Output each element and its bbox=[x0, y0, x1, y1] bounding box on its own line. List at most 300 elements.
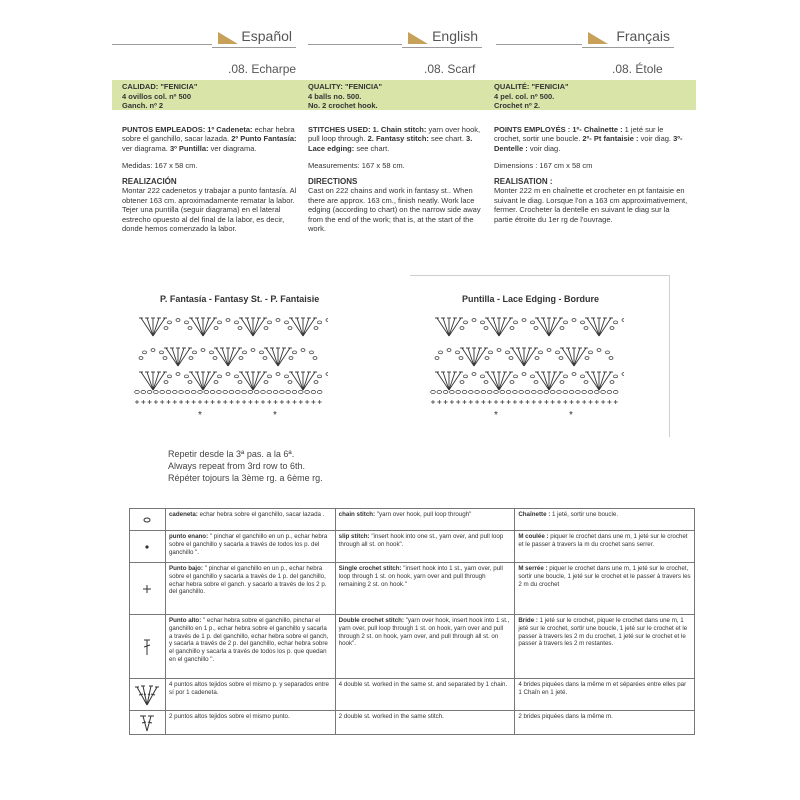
fantasy-stitch-diagram bbox=[128, 308, 328, 420]
single-crochet-mark bbox=[513, 400, 517, 404]
chain-mark bbox=[588, 390, 593, 393]
double-crochet-mark bbox=[216, 348, 228, 366]
double-crochet-symbol bbox=[130, 615, 166, 679]
chain-mark bbox=[238, 381, 242, 384]
chain-mark bbox=[480, 321, 484, 324]
chain-mark bbox=[314, 327, 318, 330]
chain-mark bbox=[472, 319, 476, 322]
double-crochet-mark bbox=[241, 318, 253, 336]
legend-fr bbox=[515, 509, 695, 531]
chain-mark bbox=[135, 390, 140, 393]
chain-mark bbox=[248, 390, 253, 393]
legend-term: M serrée : bbox=[518, 565, 548, 572]
single-crochet-mark bbox=[217, 400, 221, 404]
double-crochet-mark bbox=[587, 372, 599, 390]
measurements: Dimensions : 167 cm x 58 cm bbox=[494, 161, 593, 170]
single-crochet-mark bbox=[305, 400, 309, 404]
chain-mark bbox=[234, 375, 238, 378]
chain-mark bbox=[288, 381, 292, 384]
chain-mark bbox=[292, 390, 297, 393]
column-english bbox=[308, 82, 484, 240]
chain-mark bbox=[510, 327, 514, 330]
chain-mark bbox=[154, 390, 159, 393]
double-crochet-mark bbox=[297, 318, 303, 336]
double-crochet-mark bbox=[153, 318, 165, 336]
measurements: Measurements: 167 x 58 cm. bbox=[308, 161, 405, 170]
fantasy-diagram-title: P. Fantasía - Fantasy St. - P. Fantaisie bbox=[160, 294, 320, 304]
double-crochet-mark bbox=[153, 372, 159, 390]
double-crochet-mark bbox=[587, 318, 599, 336]
repeat-instructions bbox=[168, 448, 323, 484]
legend-es bbox=[165, 615, 335, 679]
chain-mark bbox=[514, 375, 518, 378]
double-crochet-mark bbox=[278, 348, 290, 366]
double-crochet-mark bbox=[593, 372, 599, 390]
single-crochet-mark bbox=[154, 400, 158, 404]
single-crochet-mark bbox=[198, 400, 202, 404]
single-crochet-mark bbox=[563, 400, 567, 404]
single-crochet-mark bbox=[589, 400, 593, 404]
double-crochet-mark bbox=[443, 372, 449, 390]
double-crochet-mark bbox=[574, 348, 580, 366]
double-crochet-mark bbox=[449, 318, 461, 336]
chain-mark bbox=[259, 351, 263, 354]
chain-mark bbox=[176, 319, 180, 322]
chain-mark bbox=[151, 349, 155, 352]
chain-mark bbox=[166, 390, 171, 393]
double-crochet-mark bbox=[462, 348, 474, 366]
legend-en bbox=[335, 531, 515, 563]
chain-mark bbox=[564, 321, 568, 324]
single-crochet-mark bbox=[614, 400, 618, 404]
legend-term: punto enano: bbox=[168, 533, 209, 540]
chain-mark bbox=[439, 351, 443, 354]
double-crochet-mark bbox=[543, 372, 549, 390]
chain-mark bbox=[487, 390, 492, 393]
legend-term: M coulée : bbox=[518, 533, 549, 540]
chain-mark bbox=[560, 381, 564, 384]
chain-mark bbox=[184, 321, 188, 324]
chain-mark bbox=[164, 327, 168, 330]
double-crochet-mark bbox=[303, 318, 315, 336]
single-crochet-mark bbox=[267, 400, 271, 404]
double-crochet-mark bbox=[272, 348, 278, 366]
chain-mark bbox=[179, 390, 184, 393]
legend-description: piquer le crochet dans une m, 1 jeté sur le crochet, sortir une boucle, 1 jeté sur le crochet et le passer à travers les 2 m du crochet bbox=[518, 565, 691, 588]
double-crochet-mark bbox=[549, 318, 561, 336]
double-crochet-mark bbox=[549, 372, 555, 390]
chain-mark bbox=[584, 327, 588, 330]
double-crochet-mark bbox=[178, 348, 184, 366]
chain-mark bbox=[267, 390, 272, 393]
chain-mark bbox=[605, 351, 609, 354]
legend-fr bbox=[515, 531, 695, 563]
double-crochet-mark bbox=[141, 318, 153, 336]
chain-mark bbox=[597, 349, 601, 352]
chain-mark bbox=[505, 351, 509, 354]
legend-es bbox=[165, 509, 335, 531]
double-crochet-mark bbox=[568, 348, 574, 366]
chain-mark bbox=[243, 351, 247, 354]
chain-mark bbox=[601, 390, 606, 393]
chain-mark bbox=[613, 390, 618, 393]
chain-mark bbox=[276, 373, 280, 376]
chain-mark bbox=[226, 373, 230, 376]
chain-mark bbox=[286, 390, 291, 393]
double-crochet-mark bbox=[203, 372, 215, 390]
double-crochet-mark bbox=[443, 318, 449, 336]
chain-mark bbox=[326, 373, 328, 376]
chain-mark bbox=[168, 375, 172, 378]
chain-mark bbox=[318, 375, 322, 378]
chain-mark bbox=[534, 327, 538, 330]
chain-mark bbox=[251, 349, 255, 352]
header-espanol bbox=[212, 24, 296, 48]
double-crochet-mark bbox=[593, 318, 599, 336]
double-crochet-mark bbox=[524, 348, 536, 366]
chain-mark bbox=[435, 357, 439, 360]
chain-mark bbox=[289, 357, 293, 360]
chain-mark bbox=[293, 351, 297, 354]
chain-mark bbox=[313, 357, 317, 360]
chain-mark bbox=[209, 351, 213, 354]
chain-mark bbox=[143, 351, 147, 354]
single-crochet-mark bbox=[488, 400, 492, 404]
single-crochet-mark bbox=[299, 400, 303, 404]
legend-row bbox=[130, 711, 695, 735]
directions-title: DIRECTIONS bbox=[308, 176, 358, 186]
single-crochet-mark bbox=[192, 400, 196, 404]
double-crochet-mark bbox=[297, 372, 303, 390]
single-crochet-mark bbox=[576, 400, 580, 404]
single-crochet-mark bbox=[469, 400, 473, 404]
header-francais bbox=[582, 24, 674, 48]
triangle-icon bbox=[588, 32, 608, 44]
chain-mark bbox=[534, 381, 538, 384]
legend-description: "insert hook into 1 st., yarn over, pull loop through 1 st. on hook, yarn over and pull through remaining 2 st. on hook." bbox=[338, 565, 503, 588]
quality: QUALITÉ: "FENICIA" bbox=[494, 82, 569, 91]
chain-mark bbox=[147, 390, 152, 393]
legend-row bbox=[130, 531, 695, 563]
chain-mark bbox=[497, 349, 501, 352]
two-doubles-symbol bbox=[130, 711, 166, 735]
single-crochet-mark bbox=[167, 400, 171, 404]
double-crochet-mark bbox=[524, 348, 530, 366]
chain-mark bbox=[460, 381, 464, 384]
chain-mark bbox=[264, 327, 268, 330]
chain-mark bbox=[163, 357, 167, 360]
chain-mark bbox=[576, 390, 581, 393]
double-crochet-mark bbox=[487, 372, 499, 390]
double-crochet-mark bbox=[153, 318, 159, 336]
language-name: Français bbox=[616, 28, 670, 44]
single-crochet-mark bbox=[160, 400, 164, 404]
chain-mark bbox=[189, 357, 193, 360]
chain-mark bbox=[173, 390, 178, 393]
chain-mark bbox=[242, 390, 247, 393]
chain-mark bbox=[464, 375, 468, 378]
single-crochet-mark bbox=[607, 400, 611, 404]
header-rule bbox=[308, 44, 402, 45]
chain-symbol bbox=[130, 509, 166, 531]
double-crochet-mark bbox=[599, 318, 611, 336]
legend-term: Single crochet stitch: bbox=[338, 565, 402, 572]
legend-description: 4 brides piquées dans la même m et séparées entre elles par 1 Chaîn en 1 jeté. bbox=[518, 681, 687, 696]
legend-row bbox=[130, 563, 695, 615]
chain-mark bbox=[510, 381, 514, 384]
single-crochet-mark bbox=[211, 400, 215, 404]
legend-en bbox=[335, 679, 515, 711]
legend-description: " echar hebra sobre el ganchillo, pinchar el ganchillo en 1 p., echar hebra sobre el ganchillo y sacarla a través de 1 p. del ganchillo, echar hebra sobre el ganch, y sacarla a través de 2 p. del ganchillo, echar hebra sobre el ganchillo y sacarla a través de todos los p. que quedan en el ganchillo ". bbox=[168, 617, 329, 663]
single-crochet-mark bbox=[551, 400, 555, 404]
single-crochet-mark bbox=[135, 400, 139, 404]
chain-mark bbox=[160, 390, 165, 393]
double-crochet-mark bbox=[166, 348, 178, 366]
hook: Crochet nº 2. bbox=[494, 101, 541, 110]
single-crochet-mark bbox=[173, 400, 177, 404]
double-crochet-mark bbox=[247, 372, 253, 390]
stitches-used: STITCHES USED: 1. Chain stitch: yarn over hook, pull loop through. 2. Fantasy stitch: see chart. 3. Lace edging: see chart. bbox=[308, 124, 481, 153]
chain-mark bbox=[188, 381, 192, 384]
chain-mark bbox=[595, 390, 600, 393]
legend-term: Bride : bbox=[518, 617, 538, 624]
chain-mark bbox=[589, 351, 593, 354]
single-crochet-mark bbox=[519, 400, 523, 404]
lace-edging-diagram bbox=[424, 308, 624, 420]
chain-mark bbox=[614, 375, 618, 378]
column-french bbox=[494, 82, 690, 230]
chain-mark bbox=[580, 321, 584, 324]
double-crochet-mark bbox=[537, 372, 549, 390]
single-crochet-mark bbox=[500, 400, 504, 404]
single-crochet-mark bbox=[223, 400, 227, 404]
chain-mark bbox=[519, 390, 524, 393]
chain-mark bbox=[218, 321, 222, 324]
single-crochet-mark bbox=[185, 400, 189, 404]
legend-term: slip stitch: bbox=[338, 533, 370, 540]
double-crochet-mark bbox=[253, 318, 259, 336]
legend-description: 2 double st. worked in the same stitch. bbox=[338, 713, 444, 720]
chain-mark bbox=[326, 319, 328, 322]
double-crochet-mark bbox=[493, 318, 499, 336]
single-crochet-mark bbox=[450, 400, 454, 404]
column-spanish bbox=[122, 82, 298, 240]
double-crochet-mark bbox=[493, 372, 499, 390]
chain-mark bbox=[622, 319, 624, 322]
chain-mark bbox=[214, 327, 218, 330]
double-crochet-mark bbox=[537, 318, 549, 336]
chain-mark bbox=[555, 351, 559, 354]
legend-row bbox=[130, 615, 695, 679]
chain-mark bbox=[509, 357, 513, 360]
legend-description: "insert hook into one st., yarn over, and pull loop through all st. on hook". bbox=[338, 533, 504, 548]
single-crochet-mark bbox=[293, 400, 297, 404]
chain-mark bbox=[480, 375, 484, 378]
chain-mark bbox=[460, 327, 464, 330]
repeat-en: Always repeat from 3rd row to 6th. bbox=[168, 461, 306, 471]
chain-mark bbox=[475, 390, 480, 393]
double-crochet-mark bbox=[291, 372, 303, 390]
single-crochet-mark bbox=[248, 400, 252, 404]
chain-mark bbox=[261, 390, 266, 393]
single-crochet-mark bbox=[431, 400, 435, 404]
double-crochet-mark bbox=[191, 372, 203, 390]
balls: 4 pel. col. nº 500. bbox=[494, 91, 555, 101]
legend-description: 4 puntos altos tejidos sobre el mismo p. y separados entre sí por 1 cadeneta. bbox=[168, 681, 329, 696]
double-crochet-mark bbox=[303, 372, 309, 390]
chain-mark bbox=[443, 390, 448, 393]
legend-description: " pinchar el ganchillo en un p., echar hebra sobre el ganchillo y sacarla a través de todos los p. del ganchillo ". bbox=[168, 533, 328, 556]
chain-mark bbox=[610, 381, 614, 384]
chain-mark bbox=[563, 390, 568, 393]
double-crochet-mark bbox=[543, 318, 549, 336]
chain-mark bbox=[469, 390, 474, 393]
legend-es bbox=[165, 679, 335, 711]
legend-term: Punto alto: bbox=[168, 617, 202, 624]
single-crochet-mark bbox=[230, 400, 234, 404]
header-english bbox=[402, 24, 482, 48]
balls: 4 ovillos col. nº 500 bbox=[122, 91, 192, 101]
chain-mark bbox=[317, 390, 322, 393]
double-crochet-mark bbox=[191, 318, 203, 336]
double-crochet-mark bbox=[437, 372, 449, 390]
single-crochet-mark bbox=[280, 400, 284, 404]
legend-term: Punto bajo: bbox=[168, 565, 203, 572]
double-crochet-mark bbox=[228, 348, 240, 366]
single-crochet-mark bbox=[141, 400, 145, 404]
chain-mark bbox=[539, 351, 543, 354]
chain-mark bbox=[201, 349, 205, 352]
double-crochet-mark bbox=[574, 348, 586, 366]
legend-en bbox=[335, 509, 515, 531]
chain-mark bbox=[532, 390, 537, 393]
directions-title: REALIZACIÓN bbox=[122, 176, 177, 186]
single-crochet-symbol bbox=[130, 563, 166, 615]
chain-mark bbox=[514, 321, 518, 324]
chain-mark bbox=[239, 357, 243, 360]
chain-mark bbox=[217, 390, 222, 393]
single-crochet-mark bbox=[475, 400, 479, 404]
single-crochet-mark bbox=[456, 400, 460, 404]
double-crochet-mark bbox=[499, 318, 511, 336]
double-crochet-mark bbox=[512, 348, 524, 366]
triangle-icon bbox=[218, 32, 238, 44]
chain-mark bbox=[557, 390, 562, 393]
chain-mark bbox=[538, 390, 543, 393]
legend-row bbox=[130, 679, 695, 711]
single-crochet-mark bbox=[286, 400, 290, 404]
chain-mark bbox=[314, 381, 318, 384]
single-crochet-mark bbox=[570, 400, 574, 404]
double-crochet-mark bbox=[178, 348, 190, 366]
single-crochet-mark bbox=[526, 400, 530, 404]
repeat-marker: * bbox=[494, 410, 498, 420]
legend-description: echar hebra sobre el ganchillo, sacar lazada . bbox=[197, 511, 325, 518]
chain-mark bbox=[254, 390, 259, 393]
chain-mark bbox=[238, 327, 242, 330]
chain-mark bbox=[305, 390, 310, 393]
directions-text: Montar 222 cadenetos y trabajar a punto fantasía. Al obtener 163 cm. aproximadamente rematar la labor. Tejer una puntilla (seguir diagrama) en el lateral estrecho opuesto al del final de la labor, es decir, donde hemos comenzado la labor. bbox=[122, 186, 297, 233]
double-crochet-mark bbox=[499, 318, 505, 336]
double-crochet-mark bbox=[599, 318, 605, 336]
single-crochet-mark bbox=[274, 400, 278, 404]
double-crochet-mark bbox=[253, 372, 265, 390]
stitches-used: POINTS EMPLOYÉS : 1º- Chaînette : 1 jeté sur le crochet, sortir une boucle. 2º- Pt fantaisie : voir diag. 3º- Dentelle : voir diag. bbox=[494, 124, 683, 153]
double-crochet-mark bbox=[241, 372, 253, 390]
chain-mark bbox=[547, 349, 551, 352]
quality: CALIDAD: "FENICIA" bbox=[122, 82, 198, 91]
chain-mark bbox=[164, 381, 168, 384]
single-crochet-mark bbox=[494, 400, 498, 404]
double-crochet-mark bbox=[562, 348, 574, 366]
single-crochet-mark bbox=[595, 400, 599, 404]
double-crochet-mark bbox=[499, 372, 511, 390]
single-crochet-mark bbox=[318, 400, 322, 404]
directions-text: Cast on 222 chains and work in fantasy st.. When there are approx. 163 cm., finish neatly. Work lace edging (according to chart) on the narrow side away from the end of the work; that is, at the start of the work. bbox=[308, 186, 481, 233]
single-crochet-mark bbox=[463, 400, 467, 404]
double-crochet-mark bbox=[147, 372, 153, 390]
chain-mark bbox=[564, 375, 568, 378]
header-rule bbox=[112, 44, 212, 45]
chain-mark bbox=[484, 381, 488, 384]
double-crochet-mark bbox=[203, 318, 209, 336]
chain-mark bbox=[481, 390, 486, 393]
chain-mark bbox=[472, 373, 476, 376]
double-crochet-mark bbox=[222, 348, 228, 366]
chain-mark bbox=[218, 375, 222, 378]
chain-mark bbox=[530, 375, 534, 378]
chain-mark bbox=[198, 390, 203, 393]
single-crochet-mark bbox=[242, 400, 246, 404]
chain-mark bbox=[226, 319, 230, 322]
slip-stitch-symbol bbox=[130, 531, 166, 563]
chain-mark bbox=[299, 390, 304, 393]
double-crochet-mark bbox=[474, 348, 486, 366]
four-doubles-symbol bbox=[130, 679, 166, 711]
chain-mark bbox=[464, 321, 468, 324]
chain-mark bbox=[229, 390, 234, 393]
double-crochet-mark bbox=[474, 348, 480, 366]
chain-mark bbox=[311, 390, 316, 393]
chain-mark bbox=[159, 351, 163, 354]
double-crochet-mark bbox=[518, 348, 524, 366]
repeat-marker: * bbox=[569, 410, 573, 420]
chain-mark bbox=[513, 390, 518, 393]
repeat-es: Repetir desde la 3ª pas. a la 6ª. bbox=[168, 449, 295, 459]
double-crochet-mark bbox=[599, 372, 605, 390]
legend-en bbox=[335, 615, 515, 679]
single-crochet-mark bbox=[179, 400, 183, 404]
single-crochet-mark bbox=[444, 400, 448, 404]
legend-description: 2 puntos altos tejidos sobre el mismo punto. bbox=[168, 713, 290, 720]
chain-mark bbox=[268, 375, 272, 378]
chain-mark bbox=[276, 319, 280, 322]
directions-text: Monter 222 m en chaînette et crocheter en pt fantaisie en suivant le diag. Lorsque l'on a 163 cm approximativement, fermer. Crocheter la dentelle en suivant le diag sur la partie étroite du 1er rg de l'ouvrage. bbox=[494, 186, 688, 224]
chain-mark bbox=[450, 390, 455, 393]
legend-term: cadeneta: bbox=[168, 511, 198, 518]
chain-mark bbox=[582, 390, 587, 393]
double-crochet-mark bbox=[172, 348, 178, 366]
chain-mark bbox=[193, 351, 197, 354]
chain-mark bbox=[585, 357, 589, 360]
chain-mark bbox=[525, 390, 530, 393]
legend-description: 2 brides piquées dans la même m. bbox=[518, 713, 613, 720]
chain-mark bbox=[560, 327, 564, 330]
chain-mark bbox=[456, 390, 461, 393]
double-crochet-mark bbox=[549, 372, 561, 390]
chain-mark bbox=[550, 390, 555, 393]
chain-mark bbox=[544, 390, 549, 393]
